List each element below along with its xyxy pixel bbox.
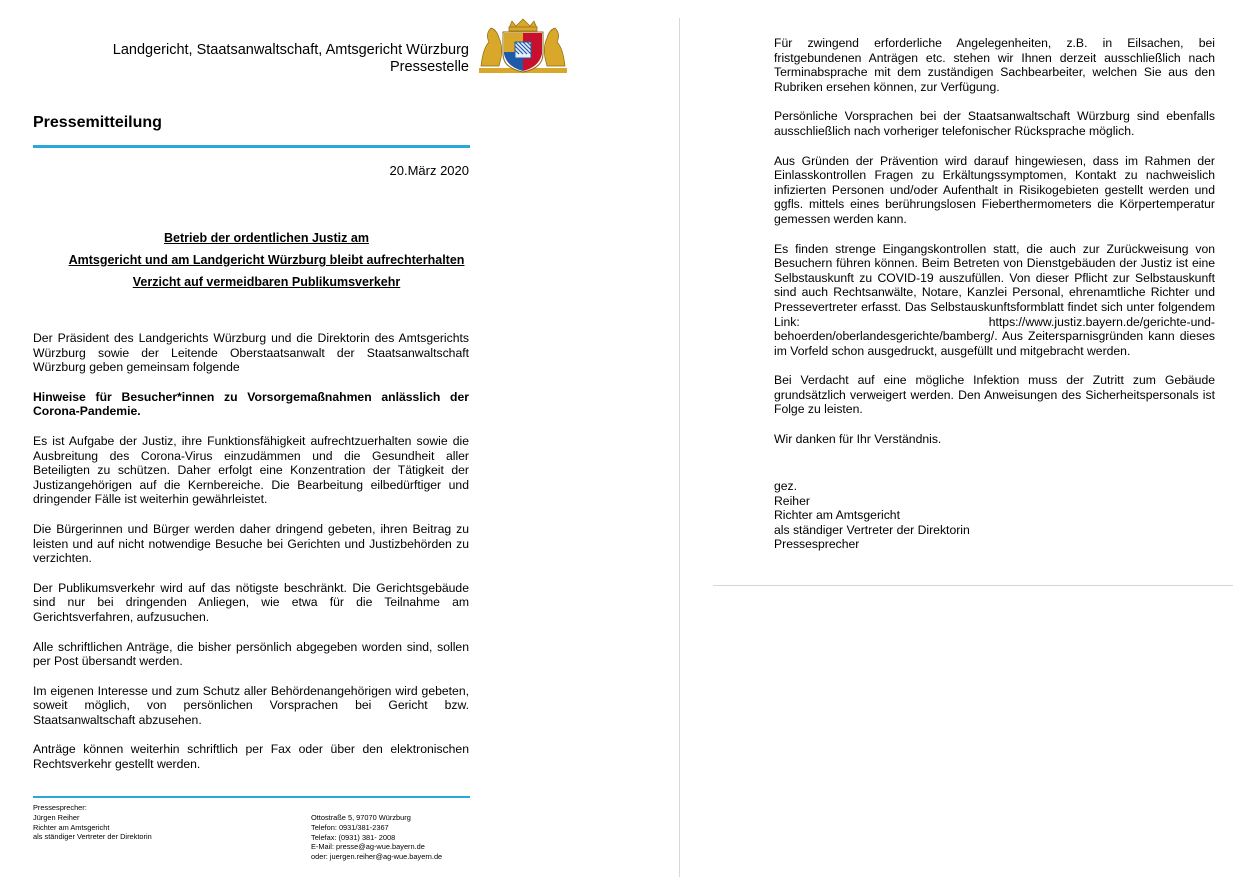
notice-heading: Hinweise für Besucher*innen zu Vorsorgemaßnahmen anlässlich der Corona-Pandemie. (33, 389, 469, 419)
headline-line-2: Amtsgericht und am Landgericht Würzburg bleibt aufrechterhalten (68, 253, 465, 267)
letterhead (33, 42, 469, 76)
signature-line: als ständiger Vertreter der Direktorin (774, 522, 970, 537)
footer-rule (33, 796, 470, 798)
footer-line: Pressesprecher: (33, 803, 87, 812)
signature-line: Reiher (774, 493, 810, 508)
body-paragraph: Bei Verdacht auf eine mögliche Infektion muss der Zutritt zum Gebäude grundsätzlich verweigert werden. Den Anweisungen des Sicherheitspersonals ist Folge zu leisten. (774, 373, 1215, 417)
signature-block (774, 479, 970, 552)
signature-line: gez. (774, 479, 798, 493)
footer-contact-person (33, 803, 263, 842)
left-body (33, 331, 469, 787)
body-paragraph: Die Bürgerinnen und Bürger werden daher dringend gebeten, ihren Beitrag zu leisten und auf nicht notwendige Besuche bei Gerichten und Justizbehörden zu verzichten. (33, 521, 469, 566)
body-paragraph: Aus Gründen der Prävention wird darauf hingewiesen, dass im Rahmen der Einlasskontrollen Fragen zu Erkältungssymptomen, Kontakt zu nachweislich infizierten Personen und/oder Aufenthalt in Risikogebieten gestellt werden und ggfls. mittels eines berührungslosen Fieberthermometers die Körpertemperatur gemessen werden kann. (774, 153, 1215, 226)
footer-email: E-Mail: presse@ag-wue.bayern.de (311, 842, 425, 852)
footer-line: Telefon: 0931/381-2367 (311, 822, 389, 832)
page-end-rule (713, 585, 1233, 586)
bavarian-coat-of-arms-icon (477, 18, 569, 74)
signature-line: Richter am Amtsgericht (774, 508, 900, 523)
body-paragraph: Es ist Aufgabe der Justiz, ihre Funktionsfähigkeit aufrechtzuerhalten sowie die Ausbreitung des Corona-Virus einzudämmen und die Gesundheit aller Beteiligten zu schützen. Daher erfolgt eine Konzentration der Tätigkeit der Justizangehörigen auf die Kernbereiche. Die Bearbeitung eilbedürftiger und dringender Fälle ist weiterhin gewährleistet. (33, 433, 469, 507)
footer-line: Jürgen Reiher (33, 812, 80, 822)
headline-line-3: Verzicht auf vermeidbaren Publikumsverkehr (132, 275, 401, 289)
body-paragraph: Für zwingend erforderliche Angelegenheiten, z.B. in Eilsachen, bei fristgebundenen Anträgen etc. stehen wir Ihnen derzeit ausschließlich nach Terminabsprache mit dem zuständigen Sachbearbeiter, welchen Sie aus den Rubriken ersehen können, zur Verfügung. (774, 36, 1215, 94)
body-paragraph: Persönliche Vorsprachen bei der Staatsanwaltschaft Würzburg sind ebenfalls ausschließlich nach vorheriger telefonischer Rücksprache möglich. (774, 109, 1215, 138)
body-paragraph: Alle schriftlichen Anträge, die bisher persönlich abgegeben worden sind, sollen per Post übersandt werden. (33, 639, 469, 669)
footer-line: Richter am Amtsgericht (33, 822, 110, 832)
footer-line: Ottostraße 5, 97070 Würzburg (311, 813, 411, 822)
headline-line-1: Betrieb der ordentlichen Justiz am (164, 231, 369, 245)
footer-line: Telefax: (0931) 381- 2008 (311, 832, 396, 842)
footer-email: oder: juergen.reiher@ag-wue.bayern.de (311, 852, 443, 862)
letterhead-org: Landgericht, Staatsanwaltschaft, Amtsgericht Würzburg (112, 42, 469, 58)
closing-paragraph: Wir danken für Ihr Verständnis. (774, 432, 942, 447)
body-paragraph: Es finden strenge Eingangskontrollen statt, die auch zur Zurückweisung von Besuchern führen können. Beim Betreten von Dienstgebäuden der Justiz ist eine Selbstauskunft zu COVID-19 auszufüllen. Von dieser Pflicht zur Selbstauskunft sind auch Rechtsanwälte, Notare, Kanzlei Personal, ehrenamtliche Richter und Pressevertreter erfasst. Das Selbstauskunftsformblatt findet sich unter folgendem Link: https://www.justiz.bayern.de/gerichte-und-behoerden/oberlandesgerichte/bamberg/. Aus Zeitersparnisgründen kann dieses im Vorfeld schon ausgedruckt, ausgefüllt und mitgebracht werden. (774, 241, 1215, 358)
signature-line: Pressesprecher (774, 537, 860, 552)
footer-address (311, 813, 471, 862)
title-rule (33, 145, 470, 148)
intro-paragraph: Der Präsident des Landgerichts Würzburg und die Direktorin des Amtsgerichts Würzburg sowie der Leitende Oberstaatsanwalt der Staatsanwaltschaft Würzburg geben gemeinsam folgende (33, 331, 469, 375)
footer-line: als ständiger Vertreter der Direktorin (33, 832, 152, 842)
right-body (774, 36, 1215, 462)
page-title: Pressemitteilung (33, 114, 162, 131)
body-paragraph: Der Publikumsverkehr wird auf das nötigste beschränkt. Die Gerichtsgebäude sind nur bei dringenden Anliegen, wie etwa für die Teilnahme am Gerichtsverfahren, aufzusuchen. (33, 580, 469, 624)
letterhead-dept: Pressestelle (390, 59, 469, 75)
headline (33, 227, 500, 293)
right-page (680, 0, 1233, 877)
release-date: 20.März 2020 (389, 163, 469, 178)
body-paragraph: Im eigenen Interesse und zum Schutz aller Behördenangehörigen wird gebeten, soweit möglich, von persönlichen Vorsprachen bei Gericht bzw. Staatsanwaltschaft abzusehen. (33, 683, 469, 727)
body-paragraph: Anträge können weiterhin schriftlich per Fax oder über den elektronischen Rechtsverkehr gestellt werden. (33, 742, 469, 772)
